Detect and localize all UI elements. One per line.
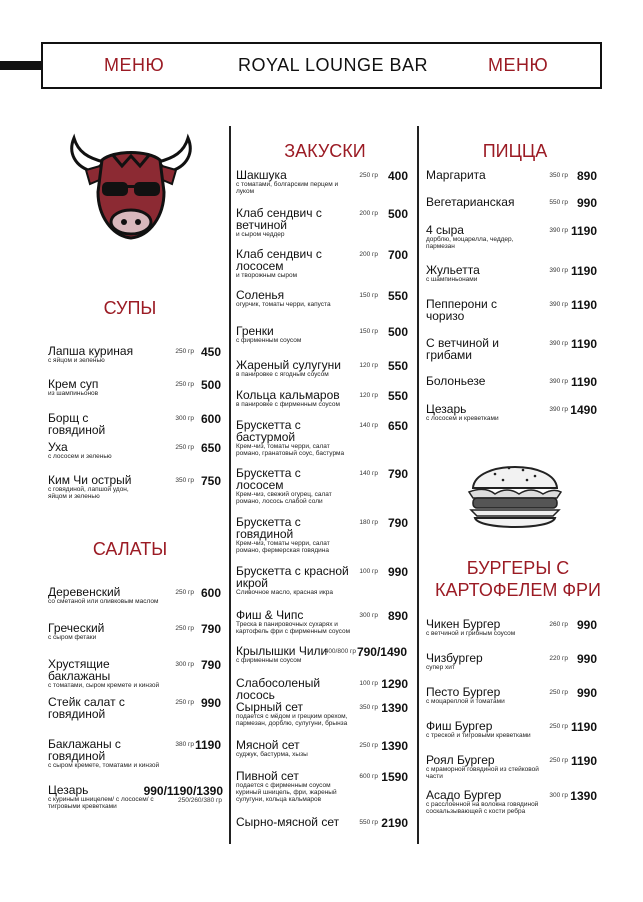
item-name: Вегетарианская xyxy=(426,195,515,209)
item-description: с томатами, болгарским перцем и луком xyxy=(236,181,339,195)
item-price: 990 xyxy=(200,696,221,710)
item-weight: 600 гр xyxy=(359,773,378,780)
item-price: 1190 xyxy=(570,337,597,351)
salad-item xyxy=(48,738,168,769)
snack-item xyxy=(236,701,351,727)
item-weight: 220 гр xyxy=(549,655,568,662)
item-price: 600 xyxy=(200,586,221,600)
item-description: огурчик, томаты черри, капуста xyxy=(236,301,331,308)
column-divider-1 xyxy=(229,126,231,844)
item-name: Греческий xyxy=(48,621,105,635)
item-price: 990 xyxy=(576,686,597,700)
item-name: Сырно-мясной сет xyxy=(236,815,340,829)
item-weight: 200 гр xyxy=(359,210,378,217)
item-name: Борщ с говядиной xyxy=(48,411,106,437)
snack-item xyxy=(236,609,351,635)
item-price: 400 xyxy=(387,169,408,183)
item-description: с шампиньонами xyxy=(426,276,478,283)
item-price: 890 xyxy=(576,169,597,183)
item-price: 1190 xyxy=(570,224,597,238)
item-description: с куриным шницелем/ с лососем/ с тигровыми креветками xyxy=(48,796,154,810)
item-weight: 350 гр xyxy=(359,704,378,711)
item-name: Соленья xyxy=(236,288,285,302)
salad-item xyxy=(48,622,168,641)
snack-item xyxy=(236,467,351,505)
item-weight: 380 гр xyxy=(175,741,194,748)
item-description: суджук, бастурма, хызы xyxy=(236,751,308,758)
item-name: Гренки xyxy=(236,324,274,338)
burger-item xyxy=(426,686,546,705)
item-name: Пепперони с чоризо xyxy=(426,297,497,323)
item-price: 500 xyxy=(387,207,408,221)
snack-item xyxy=(236,419,351,457)
item-description: Сливочное масло, красная икра xyxy=(236,589,333,596)
item-name: Цезарь xyxy=(426,402,467,416)
item-name: Лапша куриная xyxy=(48,344,134,358)
section-title-pizza: ПИЦЦА xyxy=(482,141,548,161)
item-weight: 250 гр xyxy=(549,689,568,696)
item-price: 990 xyxy=(576,618,597,632)
item-name: Болоньезе xyxy=(426,374,486,388)
item-name: Чизбургер xyxy=(426,651,483,665)
item-description: с лососем и зеленью xyxy=(48,453,112,460)
item-weight: 150 гр xyxy=(359,292,378,299)
item-description: в панировке с ягодным соусом xyxy=(236,371,329,378)
item-weight: 260 гр xyxy=(549,621,568,628)
item-price: 790 xyxy=(200,622,221,636)
item-weight: 390 гр xyxy=(549,340,568,347)
item-description: подается с фирменным соусом куриный шницель, фри, жареный сулугуни, кольца кальмаров xyxy=(236,782,337,803)
item-weight: 200 гр xyxy=(359,251,378,258)
item-description: с фирменным соусом xyxy=(236,657,302,664)
header-title: ROYAL LOUNGE BAR xyxy=(238,55,429,75)
item-weight: 250 гр xyxy=(359,172,378,179)
burger-item xyxy=(426,652,546,671)
item-weight: 250 гр xyxy=(549,723,568,730)
item-name: Слабосоленый лосось xyxy=(236,676,321,702)
item-weight: 250 гр xyxy=(175,625,194,632)
item-description: с лососем и креветками xyxy=(426,415,499,422)
item-name: Крем суп xyxy=(48,377,99,391)
snack-item xyxy=(236,816,351,828)
item-weight: 390 гр xyxy=(549,406,568,413)
item-price: 700 xyxy=(387,248,408,262)
item-name: Брускетта с красной икрой xyxy=(236,564,349,590)
item-name: Клаб сендвич с лососем xyxy=(236,247,322,273)
soup-item xyxy=(48,474,143,500)
pizza-item xyxy=(426,337,536,361)
item-description: и творожным сыром xyxy=(236,272,298,279)
item-name: Жульетта xyxy=(426,263,480,277)
item-name: Фиш Бургер xyxy=(426,719,493,733)
item-price: 1190 xyxy=(570,264,597,278)
item-price: 1190 xyxy=(570,720,597,734)
item-weight: 150 гр xyxy=(359,328,378,335)
item-price: 990 xyxy=(387,565,408,579)
item-price: 890 xyxy=(387,609,408,623)
item-weight: 250 гр xyxy=(175,444,194,451)
item-weight: 250 гр xyxy=(549,757,568,764)
snack-item xyxy=(236,289,351,308)
item-name: Крылышки Чили xyxy=(236,644,328,658)
item-weight: 180 гр xyxy=(359,519,378,526)
item-name: Клаб сендвич с ветчиной xyxy=(236,206,322,232)
item-name: Уха xyxy=(48,440,68,454)
item-description: Крем-чиз, томаты черри, салат романо, фермерская говядина xyxy=(236,540,330,554)
soup-item xyxy=(48,345,143,364)
item-description: с ветчиной и грибным соусом xyxy=(426,630,516,637)
item-description: в панировке с фирменным соусом xyxy=(236,401,340,408)
item-weight: 120 гр xyxy=(359,362,378,369)
item-weight: 250 гр xyxy=(175,348,194,355)
item-name: Брускетта с бастурмой xyxy=(236,418,301,444)
item-name: Сырный сет xyxy=(236,700,304,714)
item-description: супер хит xyxy=(426,664,455,671)
item-name: Жареный сулугуни xyxy=(236,358,341,372)
item-weight: 250 гр xyxy=(175,699,194,706)
item-name: Брускетта с говядиной xyxy=(236,515,301,541)
item-name: Брускетта с лососем xyxy=(236,466,301,492)
pizza-item xyxy=(426,264,536,283)
item-price: 750 xyxy=(200,474,221,488)
item-weight: 390 гр xyxy=(549,227,568,234)
item-description: Крем-чиз, свежий огурец, салат романо, лосось слабой соли xyxy=(236,491,332,505)
item-description: из шампиньонов xyxy=(48,390,99,397)
section-title-snacks: ЗАКУСКИ xyxy=(284,141,366,161)
item-price: 990/1190/1390 xyxy=(143,784,223,798)
pizza-item xyxy=(426,196,536,208)
item-weight: 300 гр xyxy=(175,661,194,668)
burger-item xyxy=(426,720,546,739)
pizza-item xyxy=(426,169,536,181)
item-name: Шакшука xyxy=(236,168,287,182)
item-weight: 400/800 гр xyxy=(324,648,356,655)
item-price: 790 xyxy=(200,658,221,672)
item-description: с фирменным соусом xyxy=(236,337,302,344)
item-weight: 140 гр xyxy=(359,422,378,429)
item-weight: 250 гр xyxy=(175,589,194,596)
item-price: 1190 xyxy=(570,754,597,768)
item-name: Кольца кальмаров xyxy=(236,388,340,402)
item-price: 650 xyxy=(387,419,408,433)
section-title-salads: САЛАТЫ xyxy=(92,539,168,559)
snack-item xyxy=(236,207,351,238)
snack-item xyxy=(236,770,351,803)
item-price: 990 xyxy=(576,196,597,210)
item-price: 1390 xyxy=(570,789,597,803)
item-weight: 250/260/380 гр xyxy=(178,797,222,804)
snack-item xyxy=(236,325,351,344)
soup-item xyxy=(48,378,143,397)
item-weight: 350 гр xyxy=(175,477,194,484)
item-price: 790 xyxy=(387,467,408,481)
pizza-item xyxy=(426,403,536,422)
item-name: Деревенский xyxy=(48,585,121,599)
item-description: с яйцом и зеленью xyxy=(48,357,105,364)
burger-item xyxy=(426,754,546,780)
item-description: с сыром фетаки xyxy=(48,634,97,641)
item-description: с моцареллой и томатами xyxy=(426,698,505,705)
salad-item xyxy=(48,586,168,605)
item-price: 1390 xyxy=(381,701,408,715)
salad-item xyxy=(48,696,168,720)
item-name: Стейк салат с говядиной xyxy=(48,695,125,721)
item-name: С ветчиной и грибами xyxy=(426,336,500,362)
item-weight: 140 гр xyxy=(359,470,378,477)
item-weight: 550 гр xyxy=(549,199,568,206)
burger-item xyxy=(426,618,546,637)
item-price: 1190 xyxy=(570,298,597,312)
snack-item xyxy=(236,359,351,378)
snack-item xyxy=(236,389,351,408)
item-weight: 100 гр xyxy=(359,680,378,687)
item-name: Чикен Бургер xyxy=(426,617,501,631)
item-price: 650 xyxy=(200,441,221,455)
item-name: Песто Бургер xyxy=(426,685,501,699)
item-price: 450 xyxy=(200,345,221,359)
item-weight: 250 гр xyxy=(359,742,378,749)
item-description: с томатами, сыром кремете и кинзой xyxy=(48,682,160,689)
item-description: с мраморной говядиной из стейковой части xyxy=(426,766,539,780)
item-name: Фиш & Чипс xyxy=(236,608,304,622)
item-weight: 350 гр xyxy=(549,172,568,179)
item-description: с треской и тигровыми креветками xyxy=(426,732,531,739)
item-name: Хрустящие баклажаны xyxy=(48,657,111,683)
item-price: 1190 xyxy=(194,738,221,752)
snack-item xyxy=(236,248,351,279)
header-accent-bar xyxy=(0,61,42,70)
soup-item xyxy=(48,441,143,460)
header-menu-left: МЕНЮ xyxy=(104,55,165,75)
item-price: 600 xyxy=(200,412,221,426)
item-name: Маргарита xyxy=(426,168,486,182)
item-weight: 390 гр xyxy=(549,267,568,274)
item-weight: 300 гр xyxy=(359,612,378,619)
item-price: 550 xyxy=(387,389,408,403)
item-name: Ким Чи острый xyxy=(48,473,132,487)
item-description: Крем-чиз, томаты черри, салат романо, гранатовый соус, бастурма xyxy=(236,443,345,457)
item-weight: 550 гр xyxy=(359,819,378,826)
pizza-item xyxy=(426,298,536,322)
item-name: Асадо Бургер xyxy=(426,788,502,802)
header-menu-right: МЕНЮ xyxy=(488,55,549,75)
item-price: 790 xyxy=(387,516,408,530)
item-price: 2190 xyxy=(381,816,408,830)
item-weight: 120 гр xyxy=(359,392,378,399)
item-price: 1390 xyxy=(381,739,408,753)
item-name: Пивной сет xyxy=(236,769,299,783)
item-weight: 300 гр xyxy=(549,792,568,799)
pizza-item xyxy=(426,375,536,387)
item-name: Роял Бургер xyxy=(426,753,495,767)
item-name: Цезарь xyxy=(48,783,89,797)
item-price: 1590 xyxy=(381,770,408,784)
soup-item xyxy=(48,412,143,436)
snack-item xyxy=(236,565,351,596)
item-price: 500 xyxy=(200,378,221,392)
column-divider-2 xyxy=(417,126,419,844)
item-weight: 100 гр xyxy=(359,568,378,575)
snack-item xyxy=(236,169,351,195)
item-description: подается с мёдом и грецким орехом, пармезан, дорблю, сулугуни, брынза xyxy=(236,713,348,727)
snack-item xyxy=(236,677,351,701)
item-description: и сыром чеддер xyxy=(236,231,285,238)
item-price: 790/1490 xyxy=(356,645,407,659)
snack-item xyxy=(236,516,351,554)
item-description: с расслоенной на волокна говядиной соскальзывающей с кости ребра xyxy=(426,801,539,815)
item-description: с говядиной, лапшой удон, яйцом и зеленью xyxy=(48,486,129,500)
item-name: 4 сыра xyxy=(426,223,464,237)
item-description: дорблю, моцарелла, чеддер, пармезан xyxy=(426,236,514,250)
item-name: Баклажаны с говядиной xyxy=(48,737,121,763)
item-weight: 300 гр xyxy=(175,415,194,422)
item-price: 550 xyxy=(387,359,408,373)
bull-logo-icon xyxy=(64,132,198,244)
section-title-burgers: БУРГЕРЫ С КАРТОФЕЛЕМ ФРИ xyxy=(434,558,601,600)
burger-item xyxy=(426,789,546,815)
item-description: со сметаной или оливковым маслом xyxy=(48,598,159,605)
item-price: 1190 xyxy=(570,375,597,389)
item-weight: 390 гр xyxy=(549,301,568,308)
item-price: 550 xyxy=(387,289,408,303)
pizza-item xyxy=(426,224,536,250)
item-description: с сыром кремете, томатами и кинзой xyxy=(48,762,160,769)
item-price: 500 xyxy=(387,325,408,339)
item-description: Треска в панировочных сухарях и картофель фри с фирменным соусом xyxy=(236,621,351,635)
item-price: 990 xyxy=(576,652,597,666)
item-weight: 250 гр xyxy=(175,381,194,388)
item-price: 1490 xyxy=(570,403,597,417)
item-price: 1290 xyxy=(381,677,408,691)
snack-item xyxy=(236,739,351,758)
section-title-soups: СУПЫ xyxy=(103,298,157,318)
burger-illustration-icon xyxy=(465,452,565,534)
item-name: Мясной сет xyxy=(236,738,300,752)
salad-item xyxy=(48,658,168,689)
item-weight: 390 гр xyxy=(549,378,568,385)
